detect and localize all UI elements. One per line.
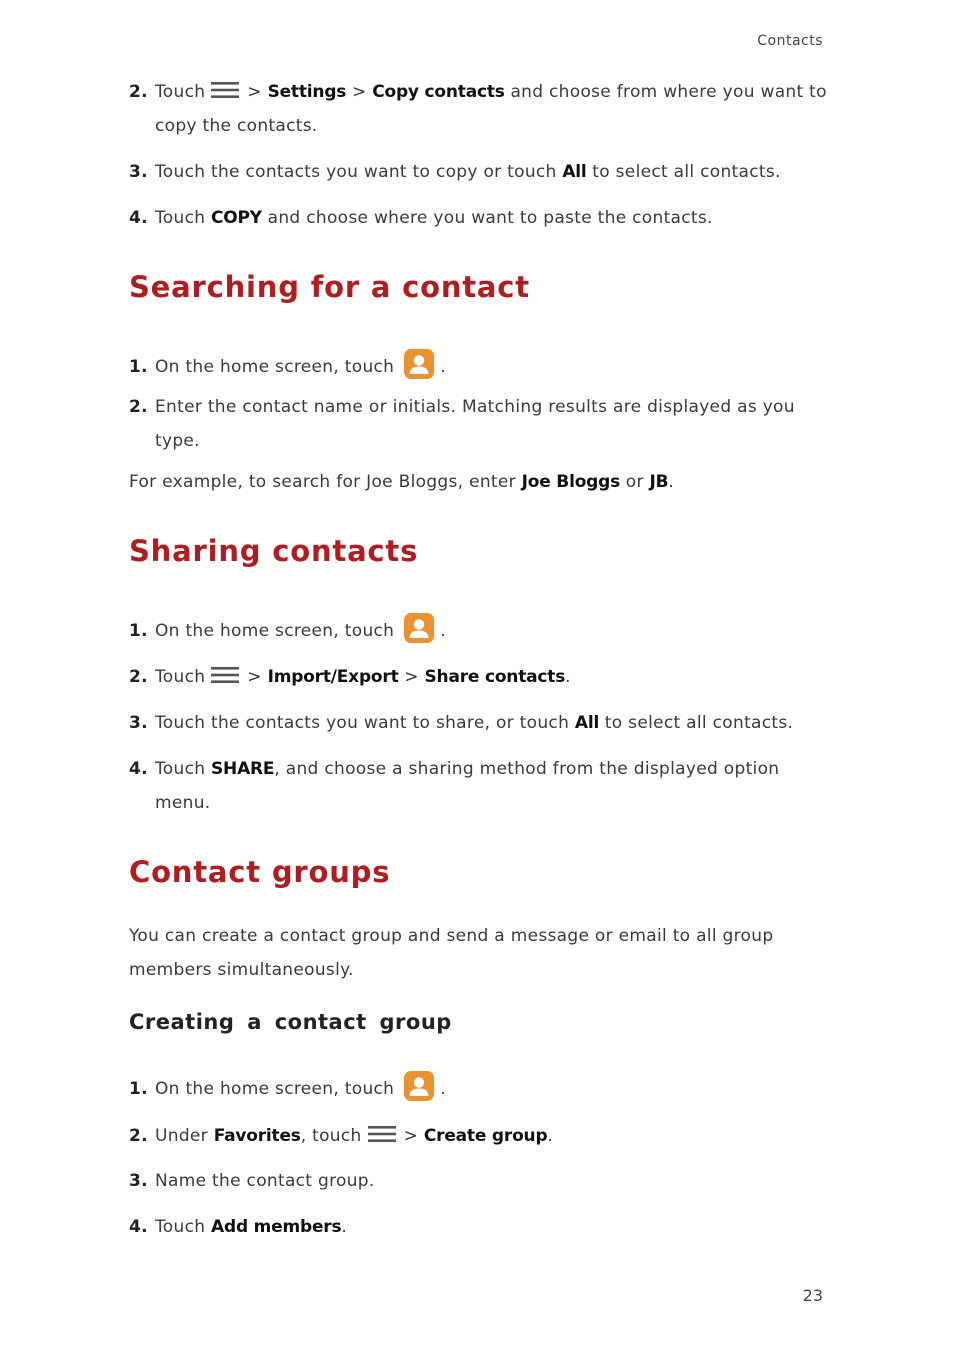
menu-icon [211,665,239,685]
copy-step-3: 3. Touch the contacts you want to copy or touch All to select all contacts. [129,162,781,182]
heading-contact-groups: Contact groups [129,855,391,889]
group-step-3: 3. Name the contact group. [129,1171,375,1191]
search-step-2-cont: type. [155,431,200,451]
menu-icon [368,1124,396,1144]
menu-icon [211,80,239,100]
group-step-4: 4. Touch Add members. [129,1217,348,1237]
page-number: 23 [802,1286,823,1305]
search-step-1: 1. On the home screen, touch . [129,349,446,379]
share-step-2: 2. Touch > Import/Export > Share contacts. [129,667,571,687]
share-step-3: 3. Touch the contacts you want to share, or touch All to select all contacts. [129,713,794,733]
subheading-creating-group: Creating a contact group [129,1010,452,1034]
share-step-1: 1. On the home screen, touch . [129,613,446,643]
heading-sharing: Sharing contacts [129,534,419,568]
contacts-app-icon [404,349,434,379]
copy-step-2: 2. Touch > Settings > Copy contacts and choose from where you want to [129,82,827,102]
groups-intro-line-1: You can create a contact group and send a message or email to all group [129,926,774,946]
copy-step-2-cont: copy the contacts. [155,116,318,136]
heading-searching: Searching for a contact [129,270,530,304]
groups-intro-line-2: members simultaneously. [129,960,354,980]
copy-step-4: 4. Touch COPY and choose where you want to paste the contacts. [129,208,713,228]
search-step-2: 2. Enter the contact name or initials. Matching results are displayed as you [129,397,795,417]
search-example: For example, to search for Joe Bloggs, enter Joe Bloggs or JB. [129,472,675,492]
group-step-2: 2. Under Favorites, touch > Create group. [129,1126,554,1146]
contacts-app-icon [404,1071,434,1101]
contacts-app-icon [404,613,434,643]
share-step-4-cont: menu. [155,793,211,813]
running-header: Contacts [757,33,823,49]
share-step-4: 4. Touch SHARE, and choose a sharing method from the displayed option [129,759,780,779]
group-step-1: 1. On the home screen, touch . [129,1071,446,1101]
